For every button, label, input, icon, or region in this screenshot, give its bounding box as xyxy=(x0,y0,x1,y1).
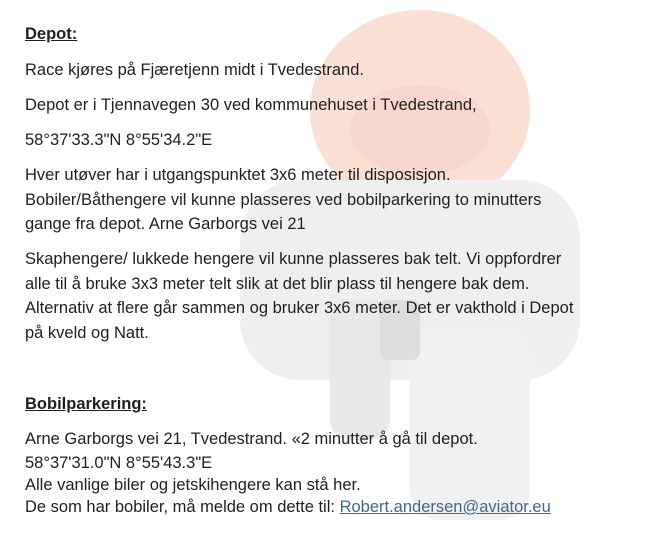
bobil-address-line: Arne Garborgs vei 21, Tvedestrand. «2 minutter å gå til depot. xyxy=(25,430,478,448)
bobil-coordinates: 58°37'31.0"N 8°55'43.3"E xyxy=(25,454,213,472)
arm-shape xyxy=(330,300,390,440)
contact-email-link[interactable]: Robert.andersen@aviator.eu xyxy=(339,498,551,516)
bobil-contact-line xyxy=(25,498,551,517)
depot-heading: Depot: xyxy=(25,25,78,43)
background-rider-photo xyxy=(180,0,630,543)
bobil-vehicles-line: Alle vanlige biler og jetskihengere kan stå her. xyxy=(25,476,361,494)
depot-paragraph-address: Depot er i Tjennavegen 30 ved kommunehuset i Tvedestrand, xyxy=(25,96,477,114)
depot-space-line-3: gange fra depot. Arne Garborgs vei 21 xyxy=(25,215,306,233)
bobilparkering-heading: Bobilparkering: xyxy=(25,395,147,413)
depot-coordinates: 58°37'33.3"N 8°55'34.2"E xyxy=(25,131,213,149)
depot-paragraph-location: Race kjøres på Fjæretjenn midt i Tvedestrand. xyxy=(25,61,364,79)
trailer-line-3: Alternativ at flere går sammen og bruker 3x6 meter. Det er vakthold i Depot xyxy=(25,299,574,317)
depot-space-line-1: Hver utøver har i utgangspunktet 3x6 meter til disposisjon. xyxy=(25,166,451,184)
contact-prefix: De som har bobiler, må melde om dette til: xyxy=(25,498,340,516)
bike-shape xyxy=(410,330,530,520)
trailer-line-4: på kveld og Natt. xyxy=(25,324,149,342)
trailer-line-2: alle til å bruke 3x3 meter telt slik at det blir plass til hengere bak dem. xyxy=(25,275,530,293)
trailer-line-1: Skaphengere/ lukkede hengere vil kunne plasseres bak telt. Vi oppfordrer xyxy=(25,250,562,268)
depot-space-line-2: Bobiler/Båthengere vil kunne plasseres ved bobilparkering to minutters xyxy=(25,191,542,209)
